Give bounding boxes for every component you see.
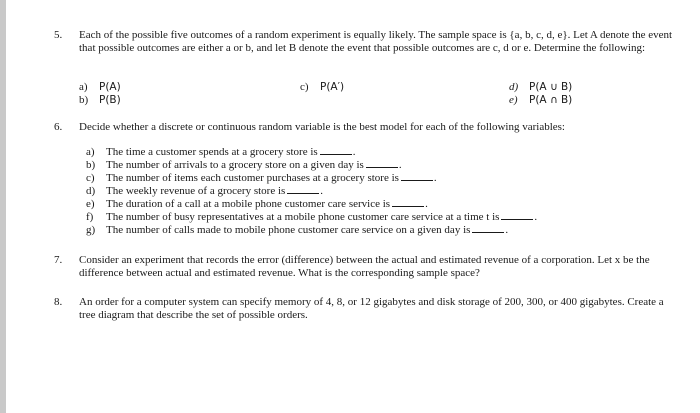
- item-text: The time a customer spends at a grocery store is: [106, 146, 318, 158]
- item-text: The number of busy representatives at a mobile phone customer care service at a time t is: [106, 211, 500, 223]
- question-text: Each of the possible five outcomes of a random experiment is equally likely. The sample space is {a, b, c, d, e}. Let A denote the event that possible outcomes are either a or b, and let B denote the event that possible outcomes are c, d or e. Determine the following:: [79, 29, 673, 54]
- item-expression: P(A ∪ B): [529, 81, 573, 93]
- question-text: Decide whether a discrete or continuous random variable is the best model for each of the following variables:: [79, 121, 565, 133]
- item-label: c): [300, 81, 309, 93]
- q6-item-b: [86, 158, 402, 172]
- item-label: g): [86, 224, 96, 236]
- question-number: 6.: [54, 121, 63, 133]
- answer-blank[interactable]: [501, 210, 533, 220]
- q6-item-g: [86, 223, 508, 237]
- item-label: d): [86, 185, 96, 197]
- item-label: f): [86, 211, 94, 223]
- q5-item-d: [509, 81, 572, 94]
- q5-item-a: [79, 81, 121, 94]
- document-page: [54, 0, 674, 413]
- answer-blank[interactable]: [472, 223, 504, 233]
- answer-blank[interactable]: [287, 184, 319, 194]
- q6-item-e: [86, 197, 428, 211]
- item-expression: P(A ∩ B): [529, 94, 573, 106]
- item-period: .: [398, 159, 402, 171]
- q5-item-c: [300, 81, 344, 94]
- left-page-edge: [0, 0, 6, 413]
- item-label: e): [86, 198, 95, 210]
- item-label: b): [79, 94, 89, 106]
- item-period: .: [320, 185, 324, 197]
- q5-item-e: [509, 94, 572, 107]
- item-text: The weekly revenue of a grocery store is: [106, 185, 286, 197]
- answer-blank[interactable]: [366, 158, 398, 168]
- item-text: The duration of a call at a mobile phone customer care service is: [106, 198, 391, 210]
- item-label: a): [86, 146, 95, 158]
- question-number: 8.: [54, 296, 63, 308]
- q6-item-f: [86, 210, 537, 224]
- q5-item-b: [79, 94, 121, 107]
- item-period: .: [505, 224, 509, 236]
- item-label: e): [509, 94, 518, 106]
- item-label: c): [86, 172, 95, 184]
- item-expression: P(A): [99, 81, 121, 93]
- question-text: Consider an experiment that records the error (difference) between the actual and estimated revenue of a corporation. Let x be the difference between actual and estimated revenue. What is the corresponding sample space?: [79, 254, 650, 279]
- item-period: .: [534, 211, 538, 223]
- item-label: a): [79, 81, 88, 93]
- item-label: b): [86, 159, 96, 171]
- question-number: 5.: [54, 29, 63, 41]
- item-period: .: [433, 172, 437, 184]
- q6-item-c: [86, 171, 437, 185]
- item-text: The number of calls made to mobile phone customer care service on a given day is: [106, 224, 471, 236]
- item-period: .: [352, 146, 356, 158]
- q6-item-a: [86, 145, 355, 159]
- answer-blank[interactable]: [401, 171, 433, 181]
- answer-blank[interactable]: [392, 197, 424, 207]
- question-number: 7.: [54, 254, 63, 266]
- item-text: The number of items each customer purchases at a grocery store is: [106, 172, 399, 184]
- item-expression: P(A′): [320, 81, 345, 93]
- question-text: An order for a computer system can specify memory of 4, 8, or 12 gigabytes and disk storage of 200, 300, or 400 gigabytes. Create a tree diagram that describe the set of possible orders.: [79, 296, 664, 321]
- answer-blank[interactable]: [320, 145, 352, 155]
- item-text: The number of arrivals to a grocery store on a given day is: [106, 159, 364, 171]
- item-expression: P(B): [99, 94, 121, 106]
- item-label: d): [509, 81, 519, 93]
- item-period: .: [425, 198, 428, 210]
- q6-item-d: [86, 184, 323, 198]
